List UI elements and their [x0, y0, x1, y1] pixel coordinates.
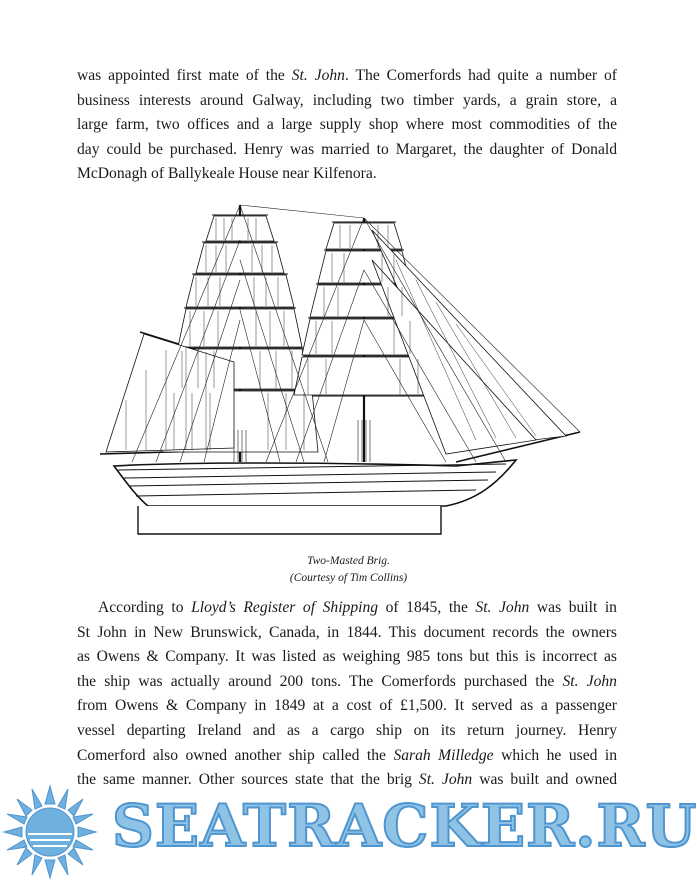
- text-line: business interests around Galway, including two timber yards, a grain store, a: [77, 91, 617, 109]
- sun-logo-icon: [0, 782, 104, 882]
- text-line: as Owens & Company. It was listed as weighing 985 tons but this is incorrect as: [77, 648, 617, 666]
- text-line: McDonagh of Ballykeale House near Kilfenora.: [77, 165, 377, 183]
- text-line: According to Lloyd’s Register of Shipping of 1845, the St. John was built in: [98, 599, 617, 616]
- figure-caption-title: Two-Masted Brig.: [307, 555, 390, 567]
- paragraph-top: [77, 64, 617, 187]
- two-masted-brig-illustration: [96, 200, 586, 540]
- figure-caption-credit: (Courtesy of Tim Collins): [289, 572, 408, 584]
- text-line: vessel departing Ireland and as a cargo ship on its return journey. Henry: [77, 721, 617, 739]
- text-line: day could be purchased. Henry was married to Margaret, the daughter of Donald: [77, 140, 617, 158]
- text-line: large farm, two offices and a large supply shop where most commodities of the: [77, 116, 617, 134]
- text-line: Comerford also owned another ship called the Sarah Milledge which he used in: [77, 746, 618, 764]
- text-line: St John in New Brunswick, Canada, in 1844. This document records the owners: [77, 623, 617, 641]
- watermark-text: SEATRACKER.RU: [112, 792, 697, 860]
- text-line: the same manner. Other sources state that the brig St. John was built and owned: [77, 771, 617, 789]
- text-line: the ship was actually around 200 tons. The Comerfords purchased the St. John: [77, 672, 617, 690]
- text-line: from Owens & Company in 1849 at a cost of £1,500. It served as a passenger: [77, 697, 617, 715]
- paragraph-bottom: [77, 596, 617, 793]
- text-line: was appointed first mate of the St. John. The Comerfords had quite a number of: [77, 67, 617, 84]
